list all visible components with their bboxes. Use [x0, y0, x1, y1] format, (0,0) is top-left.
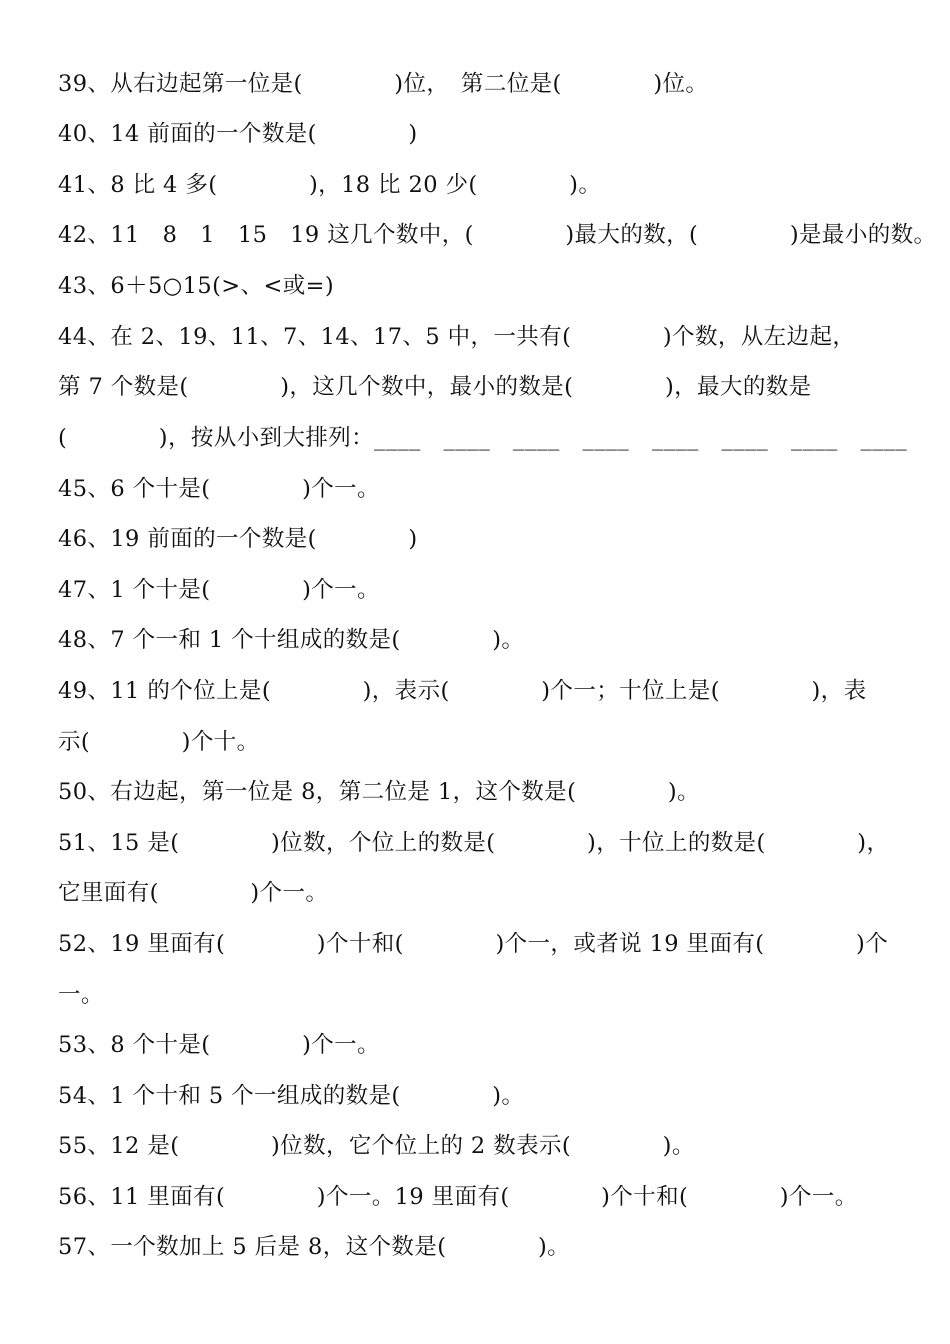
question-52: 52、19 里面有( )个十和( )个一，或者说 19 里面有( )个 — [58, 931, 889, 957]
question-51: 51、15 是( )位数，个位上的数是( )，十位上的数是( )， — [58, 830, 890, 856]
question-57: 57、一个数加上 5 后是 8，这个数是( )。 — [58, 1234, 571, 1260]
question-53: 53、8 个十是( )个一。 — [58, 1032, 380, 1058]
question-51-continuation: 它里面有( )个一。 — [58, 880, 329, 906]
question-43: 43、6＋5○15(>、<或=) — [58, 273, 335, 299]
question-49-continuation: 示( )个十。 — [58, 729, 260, 755]
question-47: 47、1 个十是( )个一。 — [58, 577, 380, 603]
question-50: 50、右边起，第一位是 8，第二位是 1，这个数是( )。 — [58, 779, 700, 805]
question-54: 54、1 个十和 5 个一组成的数是( )。 — [58, 1083, 525, 1109]
question-44-ordering-blanks: ( )，按从小到大排列：____ ____ ____ ____ ____ ____ ____ ____ — [58, 425, 908, 451]
question-42: 42、11 8 1 15 19 这几个数中，( )最大的数，( )是最小的数。 — [58, 222, 937, 248]
question-39: 39、从右边起第一位是( )位， 第二位是( )位。 — [58, 71, 709, 97]
question-52-continuation: 一。 — [58, 982, 104, 1008]
question-46: 46、19 前面的一个数是( ) — [58, 526, 418, 552]
question-44-continuation: 第 7 个数是( )，这几个数中，最小的数是( )，最大的数是 — [58, 374, 812, 400]
question-48: 48、7 个一和 1 个十组成的数是( )。 — [58, 627, 525, 653]
question-41: 41、8 比 4 多( )，18 比 20 少( )。 — [58, 172, 602, 198]
question-49: 49、11 的个位上是( )，表示( )个一；十位上是( )，表 — [58, 678, 867, 704]
question-44: 44、在 2、19、11、7、14、17、5 中，一共有( )个数，从左边起， — [58, 324, 856, 350]
question-56: 56、11 里面有( )个一。19 里面有( )个十和( )个一。 — [58, 1184, 858, 1210]
question-55: 55、12 是( )位数，它个位上的 2 数表示( )。 — [58, 1133, 695, 1159]
question-40: 40、14 前面的一个数是( ) — [58, 121, 418, 147]
question-45: 45、6 个十是( )个一。 — [58, 476, 380, 502]
